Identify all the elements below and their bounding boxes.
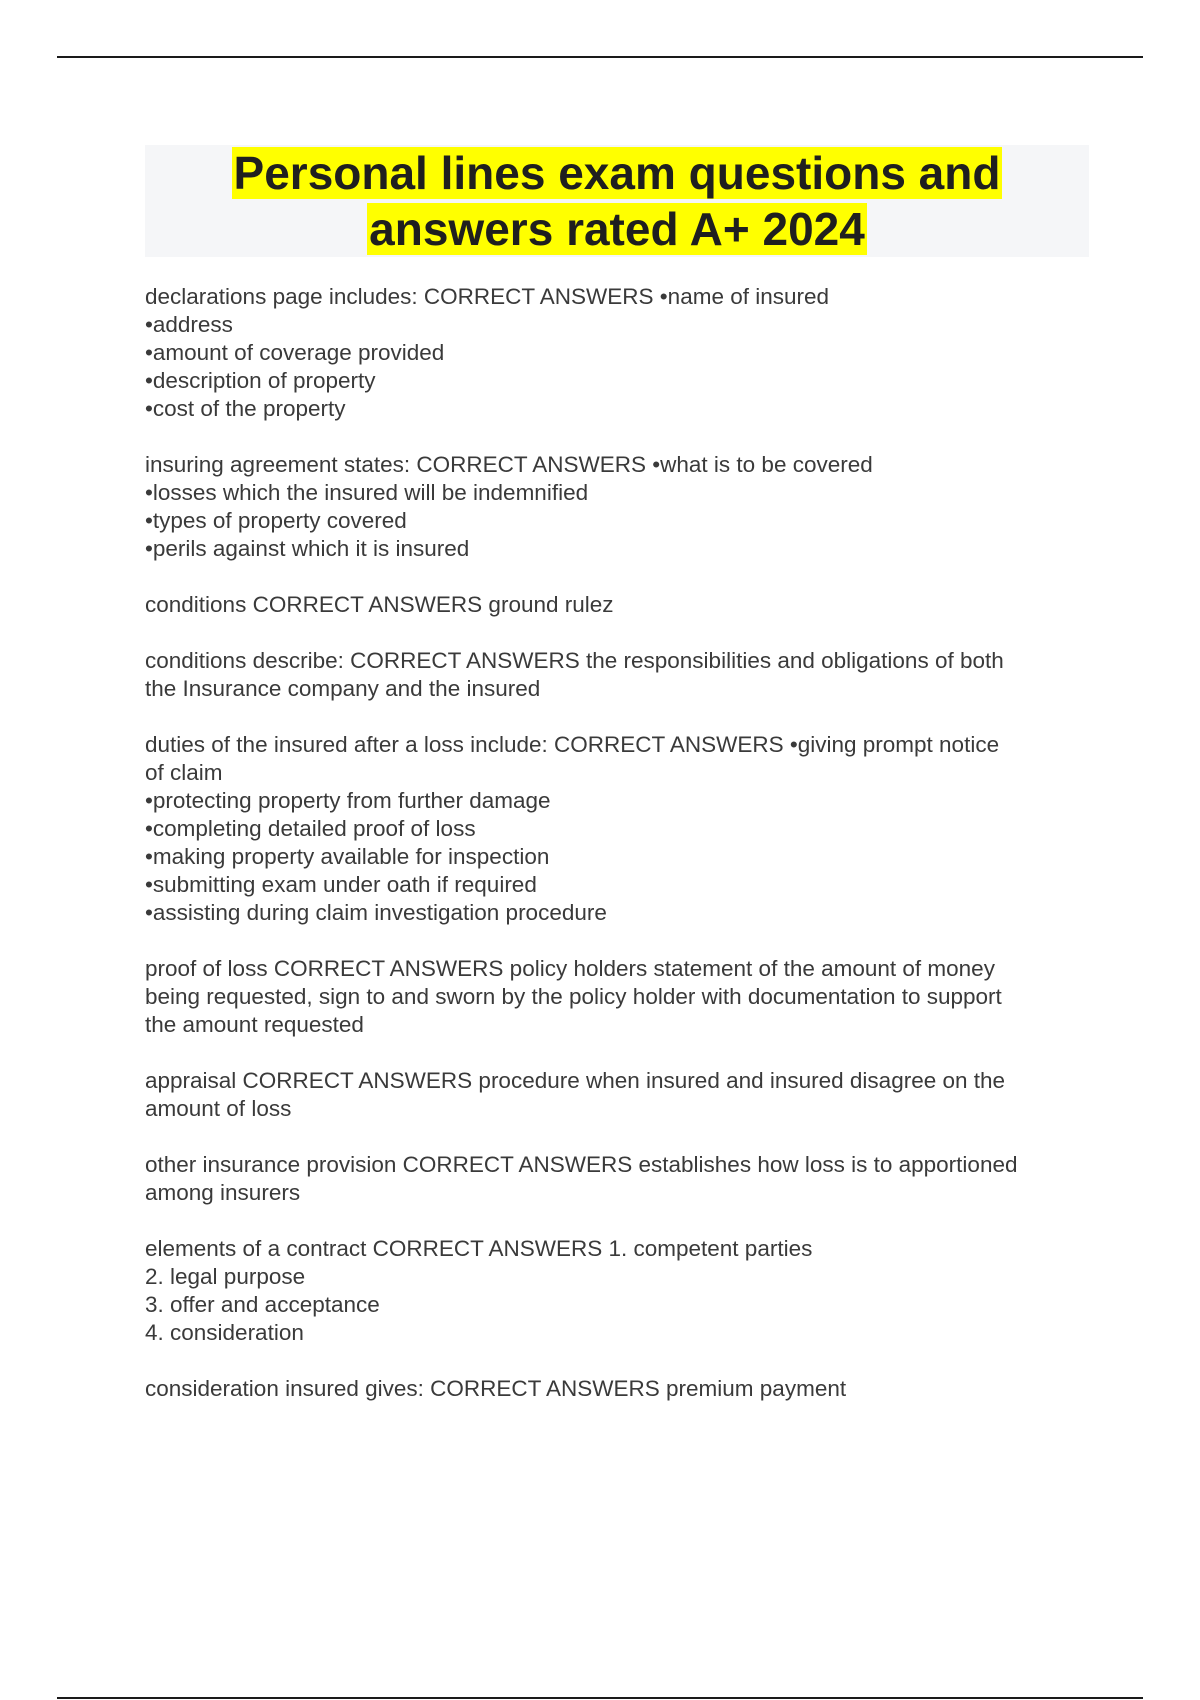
title-line-1 bbox=[145, 145, 1089, 201]
qa-line: •assisting during claim investigation procedure bbox=[145, 900, 607, 925]
qa-entry-proof-of-loss bbox=[145, 955, 1095, 1039]
title-highlight-1: Personal lines exam questions and bbox=[233, 147, 1001, 199]
qa-line: consideration insured gives: CORRECT ANSWERS premium payment bbox=[145, 1376, 847, 1401]
qa-line: the amount requested bbox=[145, 1012, 364, 1037]
qa-line: •perils against which it is insured bbox=[145, 536, 470, 561]
qa-line: elements of a contract CORRECT ANSWERS 1. competent parties bbox=[145, 1236, 813, 1261]
qa-line: •cost of the property bbox=[145, 396, 346, 421]
title-line-2 bbox=[145, 201, 1089, 257]
qa-line: •types of property covered bbox=[145, 508, 407, 533]
qa-line: the Insurance company and the insured bbox=[145, 676, 541, 701]
title-block bbox=[145, 145, 1089, 257]
qa-line: among insurers bbox=[145, 1180, 301, 1205]
qa-line: being requested, sign to and sworn by the policy holder with documentation to support bbox=[145, 984, 1002, 1009]
qa-line: declarations page includes: CORRECT ANSWERS •name of insured bbox=[145, 284, 830, 309]
qa-entry-conditions bbox=[145, 591, 1095, 619]
qa-line: 3. offer and acceptance bbox=[145, 1292, 380, 1317]
qa-entry-duties-after-loss bbox=[145, 731, 1095, 927]
qa-entry-insuring-agreement bbox=[145, 451, 1095, 563]
qa-line: 2. legal purpose bbox=[145, 1264, 306, 1289]
title-highlight-2: answers rated A+ 2024 bbox=[369, 203, 865, 255]
qa-line: •making property available for inspection bbox=[145, 844, 550, 869]
qa-line: duties of the insured after a loss include: CORRECT ANSWERS •giving prompt notice bbox=[145, 732, 1000, 757]
qa-line: •losses which the insured will be indemnified bbox=[145, 480, 589, 505]
qa-entry-other-insurance bbox=[145, 1151, 1095, 1207]
qa-line: 4. consideration bbox=[145, 1320, 304, 1345]
qa-line: •address bbox=[145, 312, 233, 337]
qa-line: •completing detailed proof of loss bbox=[145, 816, 476, 841]
qa-line: •amount of coverage provided bbox=[145, 340, 445, 365]
qa-line: amount of loss bbox=[145, 1096, 292, 1121]
qa-line: •submitting exam under oath if required bbox=[145, 872, 537, 897]
qa-line: •description of property bbox=[145, 368, 376, 393]
qa-line: insuring agreement states: CORRECT ANSWERS •what is to be covered bbox=[145, 452, 873, 477]
qa-entry-consideration bbox=[145, 1375, 1095, 1403]
qa-line: conditions describe: CORRECT ANSWERS the responsibilities and obligations of both bbox=[145, 648, 1004, 673]
qa-line: other insurance provision CORRECT ANSWERS establishes how loss is to apportioned bbox=[145, 1152, 1018, 1177]
qa-line: proof of loss CORRECT ANSWERS policy holders statement of the amount of money bbox=[145, 956, 995, 981]
qa-line: appraisal CORRECT ANSWERS procedure when insured and insured disagree on the bbox=[145, 1068, 1006, 1093]
qa-entry-declarations bbox=[145, 283, 1095, 423]
qa-content bbox=[145, 283, 1095, 1431]
qa-entry-elements-of-contract bbox=[145, 1235, 1095, 1347]
qa-entry-conditions-describe bbox=[145, 647, 1095, 703]
qa-line: •protecting property from further damage bbox=[145, 788, 551, 813]
top-rule bbox=[57, 56, 1143, 58]
qa-entry-appraisal bbox=[145, 1067, 1095, 1123]
qa-line: of claim bbox=[145, 760, 223, 785]
qa-line: conditions CORRECT ANSWERS ground rulez bbox=[145, 592, 614, 617]
bottom-rule bbox=[57, 1697, 1143, 1699]
